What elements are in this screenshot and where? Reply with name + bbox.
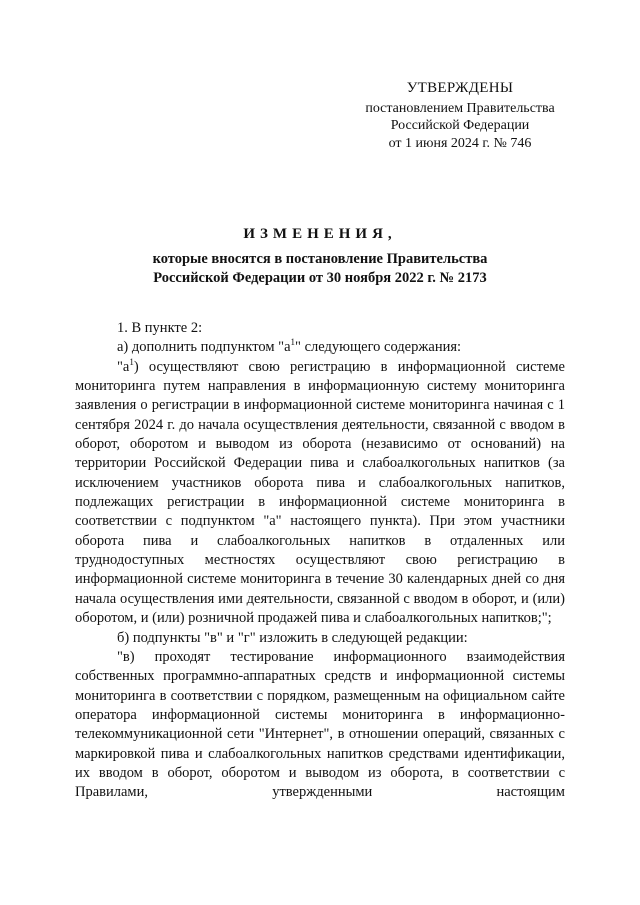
document-title: ИЗМЕНЕНИЯ,	[243, 226, 397, 242]
document-subtitle	[80, 250, 560, 287]
approval-line-3: от 1 июня 2024 г. № 746	[388, 135, 532, 151]
subitem-a-text-start: а) дополнить подпунктом "а	[117, 339, 291, 356]
paragraph-subitem-b: б) подпункты "в" и "г" изложить в следующей редакции:	[117, 629, 468, 646]
paragraph-subitem-v: "в) проходят тестирование информационного взаимодействия собственных программно-аппаратных средств и информационной системы мониторинга в соответствии с порядком, размещенным на официальном сайте оператора информационной системы мониторинга в информационно-телекоммуникационной сети "Интернет", в отношении операций, связанных с маркировкой пива и слабоалкогольных напитков средствами идентификации, их вводом в оборот, оборотом и выводом из оборота, в соответствии с Правилами, утвержденными настоящим	[75, 648, 565, 801]
subitem-a-text-end: " следующего содержания:	[295, 339, 462, 356]
paragraph-item-1: 1. В пункте 2:	[117, 320, 203, 336]
subtitle-line-2: Российской Федерации от 30 ноября 2022 г. № 2173	[153, 269, 487, 286]
paragraph-subitem-a	[75, 338, 565, 357]
approval-block	[340, 80, 580, 152]
subtitle-line-1: которые вносятся в постановление Правительства	[152, 251, 488, 267]
subitem-a1-superscript: 1	[129, 356, 134, 367]
subitem-a1-open: "а	[117, 358, 130, 375]
document-body	[75, 319, 565, 803]
subitem-a-superscript: 1	[290, 337, 296, 348]
subitem-a1-text: ) осуществляют свою регистрацию в информационной системе мониторинга путем направления в информационную систему мониторинга заявления о регистрации в информационной системе мониторинга начиная с 1 сентября 2024 г. до начала осуществления деятельности, связанной с вводом в оборот, оборотом и выводом из оборота (независимо от оснований) на территории Российской Федерации пива и слабоалкогольных напитков (за исключением участников оборота пива и слабоалкогольных напитков, подлежащих регистрации в информационной системе мониторинга в соответствии с подпунктом "а" настоящего пункта). При этом участники оборота пива и слабоалкогольных напитков в отдаленных или труднодоступных местностях осуществляют свою регистрацию в информационной системе мониторинга в течение 30 календарных дней со дня начала осуществления ими деятельности, связанной с вводом в оборот, и (или) оборотом, и (или) розничной продажей пива и слабоалкогольных напитков;";	[75, 358, 565, 627]
approval-heading: УТВЕРЖДЕНЫ	[406, 80, 514, 96]
paragraph-subitem-a1	[75, 358, 565, 629]
approval-line-2: Российской Федерации	[390, 118, 530, 133]
approval-line-1: постановлением Правительства	[365, 100, 555, 116]
